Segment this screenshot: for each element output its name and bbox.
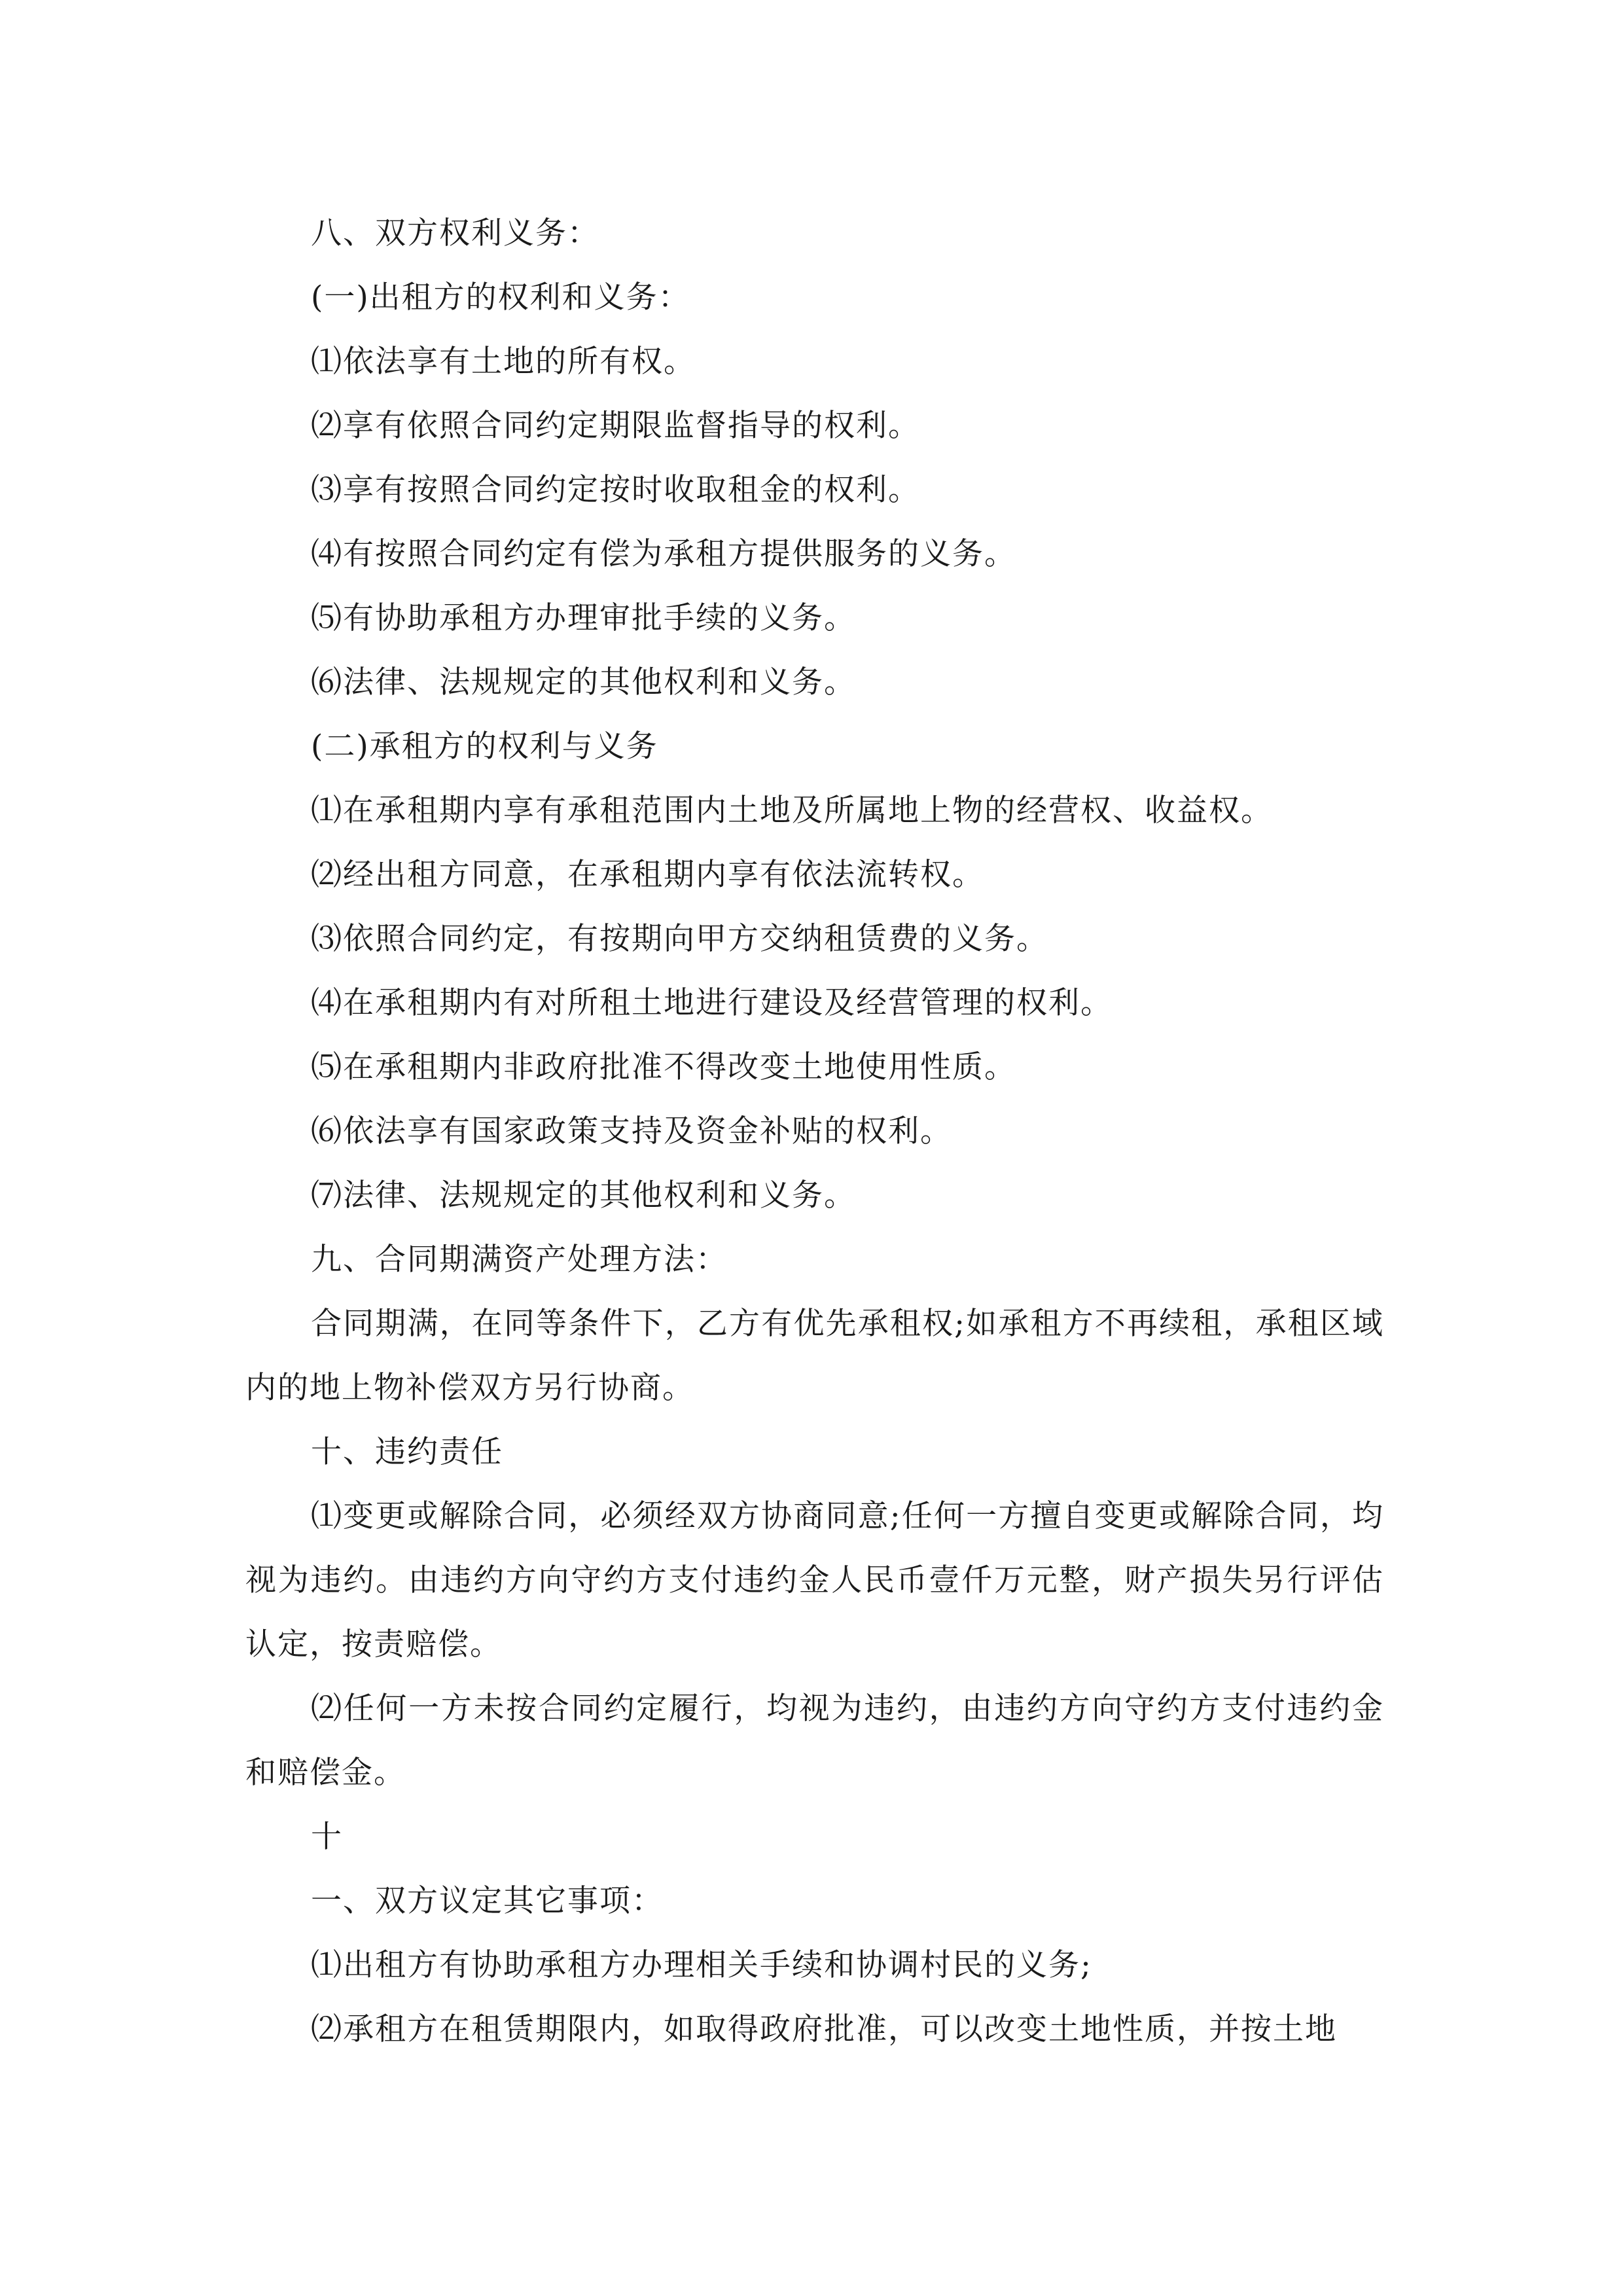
subheading-lessee-rights: (二)承租方的权利与义务 — [311, 728, 658, 764]
lessor-item-2: ⑵享有依照合同约定期限监督指导的权利。 — [311, 408, 920, 444]
lessee-item-4: ⑷在承租期内有对所租土地进行建设及经营管理的权利。 — [311, 985, 1113, 1021]
lessor-item-1: ⑴依法享有土地的所有权。 — [311, 344, 696, 380]
section-number-eleven-part: 十 — [311, 1819, 343, 1855]
lessor-item-5: ⑸有协助承租方办理审批手续的义务。 — [311, 600, 856, 636]
other-item-2: ⑵承租方在租赁期限内，如取得政府批准，可以改变土地性质，并按土地 — [311, 2011, 1337, 2047]
lessor-item-4: ⑷有按照合同约定有偿为承租方提供服务的义务。 — [311, 536, 1016, 572]
lessee-item-3: ⑶依照合同约定，有按期向甲方交纳租赁费的义务。 — [311, 921, 1048, 957]
lessee-item-7: ⑺法律、法规规定的其他权利和义务。 — [311, 1177, 856, 1213]
breach-item-2: ⑵任何一方未按合同约定履行，均视为违约，由违约方向守约方支付违约金和赔偿金。 — [245, 1691, 1384, 1791]
section-heading-breach: 十、违约责任 — [311, 1434, 503, 1470]
breach-item-1: ⑴变更或解除合同，必须经双方协商同意;任何一方擅自变更或解除合同，均视为违约。由违约方向守约方支付违约金人民币壹仟万元整，财产损失另行评估认定，按责赔偿。 — [245, 1498, 1384, 1662]
lessee-item-1: ⑴在承租期内享有承租范围内土地及所属地上物的经营权、收益权。 — [311, 793, 1273, 829]
section-heading-other-matters: 一、双方议定其它事项： — [311, 1883, 664, 1919]
other-item-1: ⑴出租方有协助承租方办理相关手续和协调村民的义务; — [311, 1947, 1092, 1983]
lessor-item-6: ⑹法律、法规规定的其他权利和义务。 — [311, 664, 856, 700]
lessee-item-6: ⑹依法享有国家政策支持及资金补贴的权利。 — [311, 1113, 952, 1149]
lessee-item-5: ⑸在承租期内非政府批准不得改变土地使用性质。 — [311, 1049, 1016, 1085]
expiry-paragraph: 合同期满，在同等条件下，乙方有优先承租权;如承租方不再续租，承租区域内的地上物补偿双方另行协商。 — [245, 1306, 1384, 1406]
lessor-item-3: ⑶享有按照合同约定按时收取租金的权利。 — [311, 472, 920, 508]
subheading-lessor-rights: (一)出租方的权利和义务： — [311, 279, 690, 315]
document-body — [245, 202, 1384, 2062]
lessee-item-2: ⑵经出租方同意，在承租期内享有依法流转权。 — [311, 857, 984, 893]
section-heading-rights-obligations: 八、双方权利义务： — [311, 215, 599, 251]
section-heading-expiry: 九、合同期满资产处理方法： — [311, 1242, 728, 1278]
